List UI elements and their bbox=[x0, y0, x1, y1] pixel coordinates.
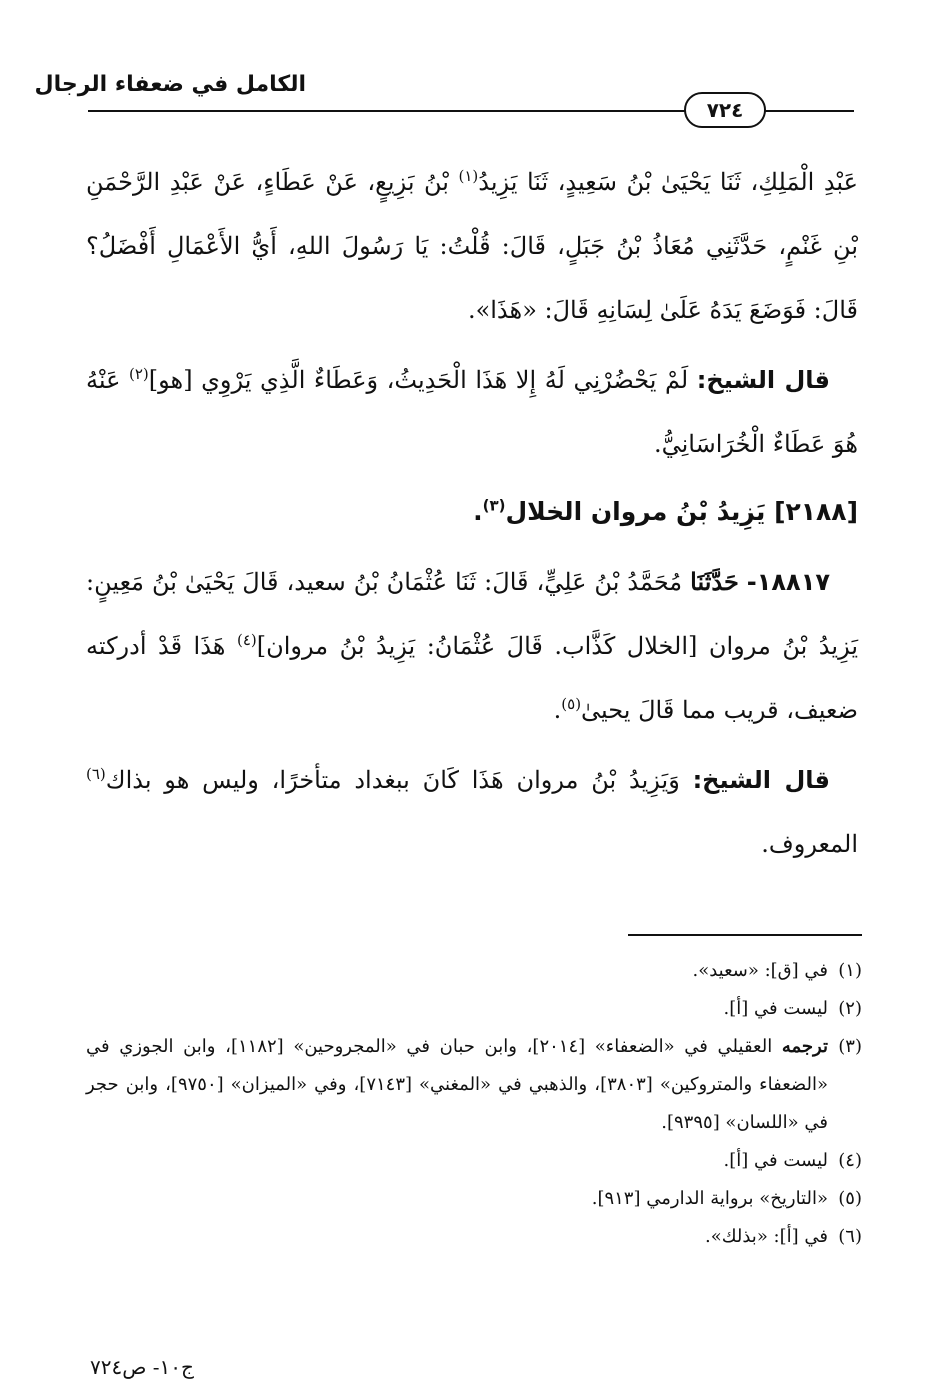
text-segment: لَمْ يَحْضُرْنِي لَهُ إِلا هَذَا الْحَدِيثُ، وَعَطَاءٌ الَّذِي يَرْوِي [هو] bbox=[148, 366, 697, 394]
paragraph-sheikh-comment bbox=[86, 348, 858, 476]
entry-heading bbox=[86, 480, 858, 544]
haddathana-word: حَدَّثَنَا bbox=[690, 567, 739, 596]
book-title: الكامل في ضعفاء الرجال bbox=[34, 72, 306, 97]
paragraph-hadith-text bbox=[86, 150, 858, 342]
footnote-number: (٣) bbox=[838, 1036, 862, 1057]
text-segment: مُحَمَّدُ بْنُ عَلِيٍّ، قَالَ: ثَنَا عُثْمَانُ بْنُ سعيد، قَالَ يَحْيَىٰ بْنُ مَعِينٍ: يَزِيدُ بْنُ مروان [الخلال كَذَّاب. قَالَ عُثْمَانُ: يَزِيدُ بْنُ مروان] bbox=[86, 568, 859, 660]
footnote-text bbox=[86, 990, 828, 1028]
footnote bbox=[86, 1142, 862, 1180]
footnote-ref: (٤) bbox=[236, 631, 257, 649]
footnote-ref: (٣) bbox=[482, 496, 506, 515]
heading-text: [٢١٨٨] يَزِيدُ بْنُ مروان الخلال bbox=[505, 497, 858, 526]
text-segment: وَيَزِيدُ بْنُ مروان هَذَا كَانَ ببغداد متأخرًا، وليس هو بذاك bbox=[105, 766, 693, 794]
footnote-number: (٢) bbox=[838, 998, 862, 1019]
footnote-body: ليست في [أ]. bbox=[723, 998, 828, 1019]
text-segment: هَذَا قَدْ أدركته ضعيف، قريب مما قَالَ يحيىٰ bbox=[86, 632, 858, 724]
footnote-text bbox=[86, 1028, 828, 1142]
footnote bbox=[86, 1180, 862, 1218]
footnote-text bbox=[86, 1180, 828, 1218]
footnote bbox=[86, 1218, 862, 1256]
footnote-body: «التاريخ» برواية الدارمي [٩١٣]. bbox=[591, 1188, 828, 1209]
footnotes bbox=[86, 952, 862, 1256]
footnote-ref: (١) bbox=[458, 167, 479, 185]
footnote-number: (٥) bbox=[838, 1188, 862, 1209]
text-segment: عَبْدِ الْمَلِكِ، ثَنَا يَحْيَىٰ بْنُ سَعِيدٍ، ثَنَا يَزِيدُ bbox=[478, 168, 858, 196]
main-text bbox=[86, 150, 858, 876]
footnote-text bbox=[86, 1218, 828, 1256]
heading-end: . bbox=[473, 497, 483, 526]
footnote-body: ليست في [أ]. bbox=[723, 1150, 828, 1171]
footnote-body: في [أ]: «بذلك». bbox=[704, 1226, 828, 1247]
text-segment: المعروف. bbox=[761, 830, 858, 858]
footnote bbox=[86, 1028, 862, 1142]
footnote-number: (٤) bbox=[838, 1150, 862, 1171]
footnote-title: ترجمه bbox=[781, 1036, 828, 1057]
page-number: ٧٢٤ bbox=[684, 92, 766, 128]
footnote-body: في [ق]: «سعيد». bbox=[692, 960, 828, 981]
paragraph-sheikh-comment-2 bbox=[86, 748, 858, 876]
footnote-ref: (٥) bbox=[561, 695, 582, 713]
text-segment: بْنُ بَزِيعٍ، عَنْ عَطَاءٍ، عَنْ عَبْدِ الرَّحْمَنِ بْنِ غَنْمٍ، حَدَّثَنِي مُعَاذُ بْنُ جَبَلٍ، قَالَ: قُلْتُ: يَا رَسُولَ اللهِ، أَيُّ الأَعْمَالِ أَفْضَلُ؟ قَالَ: فَوَضَعَ يَدَهُ عَلَىٰ لِسَانِهِ قَالَ: «هَذَا». bbox=[86, 168, 858, 324]
volume-page-reference: ج١٠- ص٧٢٤ bbox=[90, 1355, 194, 1379]
sheikh-label: قال الشيخ: bbox=[696, 366, 830, 394]
text-segment: عَنْهُ هُوَ عَطَاءٌ الْخُرَاسَانِيُّ. bbox=[86, 366, 858, 458]
sheikh-label: قال الشيخ: bbox=[692, 766, 830, 794]
text-segment: . bbox=[553, 696, 562, 724]
footnote bbox=[86, 990, 862, 1028]
footnote-number: (٦) bbox=[838, 1226, 862, 1247]
footnote-ref: (٦) bbox=[86, 765, 106, 783]
footnote-text bbox=[86, 1142, 828, 1180]
footnote bbox=[86, 952, 862, 990]
footnote-rule bbox=[628, 934, 862, 936]
paragraph-hadith-numbered bbox=[86, 550, 858, 742]
footnote-ref: (٢) bbox=[129, 365, 149, 383]
footnote-number: (١) bbox=[838, 960, 862, 981]
footnote-body: العقيلي في «الضعفاء» [٢٠١٤]، وابن حبان في «المجروحين» [١١٨٢]، وابن الجوزي في «الضعفاء والمتروكين» [٣٨٠٣]، والذهبي في «المغني» [٧١٤٣]، وفي «الميزان» [٩٧٥٠]، وابن حجر في «اللسان» [٩٣٩٥]. bbox=[86, 1036, 829, 1133]
hadith-number: ١٨٨١٧- bbox=[746, 568, 830, 596]
footnote-text bbox=[86, 952, 828, 990]
